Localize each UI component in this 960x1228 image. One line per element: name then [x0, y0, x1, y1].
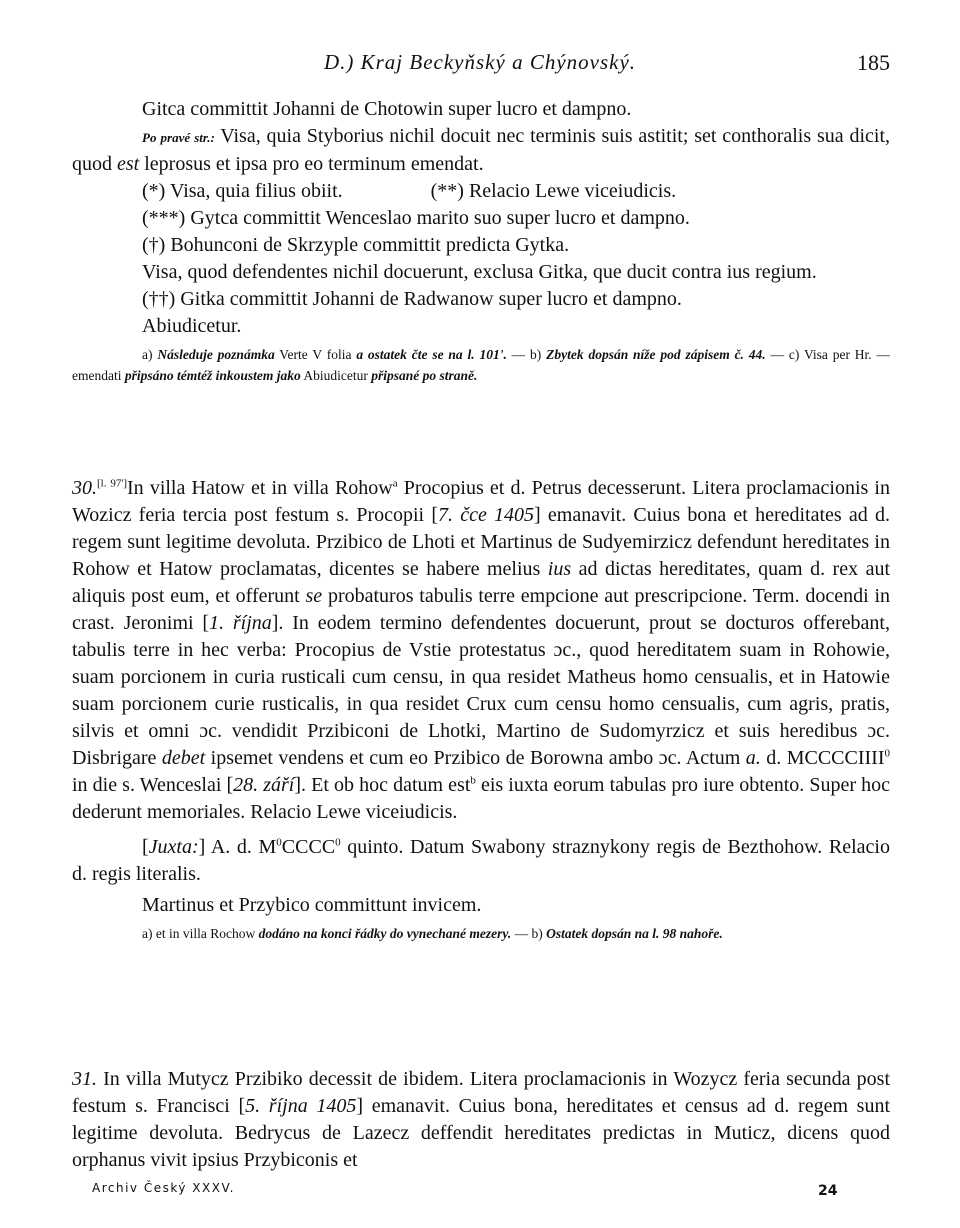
entry29-dagger2: (††) Gitka committit Johanni de Radwanow super lucro et dampno.	[142, 288, 682, 310]
entry30-martinus: Martinus et Przybico committunt invicem.	[142, 894, 482, 916]
entry30-number: 30.	[72, 477, 97, 499]
entry29-star-notes: (*) Visa, quia filius obiit. (**) Relacio Lewe viceiudicis.	[142, 180, 677, 202]
entry30-footnotes: a) et in villa Rochow dodáno na konci řádky do vynechané mezery. — b) Ostatek dopsán na l. 98 nahoře.	[142, 926, 723, 941]
page-number: 185	[857, 50, 890, 75]
sheet-number: 24	[818, 1183, 838, 1199]
entry29-visa: Po pravé str.: Visa, quia Styborius nichil docuit nec terminis suis astitit; set conthoralis sua dicit, quod est leprosus et ipsa pro eo terminum emendat.	[72, 125, 890, 175]
entry29-star3: (***) Gytca committit Wenceslao marito suo super lucro et dampno.	[142, 207, 690, 229]
page-footer	[0, 1181, 960, 1205]
entry30-folio: [l. 97']	[97, 477, 128, 490]
entry29-footnotes: a) Následuje poznámka Verte V folia a ostatek čte se na l. 101'. — b) Zbytek dopsán níže pod zápisem č. 44. — c) Visa per Hr. — emendati připsáno témtéž inkoustem jako Abiudicetur připsané po straně.	[72, 347, 891, 383]
page-header	[0, 50, 960, 80]
entry29-line1: Gitca committit Johanni de Chotowin super lucro et dampno.	[142, 98, 632, 120]
margin-note: Po pravé str.:	[142, 130, 215, 145]
entry-31	[72, 1066, 890, 1174]
printer-signature: Archiv Český XXXV.	[92, 1181, 235, 1195]
entry-30	[72, 475, 890, 944]
entry-29-continuation	[72, 96, 890, 386]
entry31-number: 31.	[72, 1068, 97, 1090]
entry30-juxta: [Juxta:] A. d. $M^0CCCC^0$ quinto. Datum Swabony straznykony regis de Bezthohow. Relacio d. regis literalis.	[72, 836, 890, 885]
entry29-visa2: Visa, quod defendentes nichil docuerunt, exclusa Gitka, que ducit contra ius regium.	[142, 261, 817, 283]
running-head: D.) Kraj Beckyňský a Chýnovský.	[323, 50, 637, 74]
entry29-dagger1: (†) Bohunconi de Skrzyple committit predicta Gytka.	[142, 234, 570, 256]
entry29-abiudicetur: Abiudicetur.	[142, 315, 242, 337]
entry31-text: 31. In villa Mutycz Przibiko decessit de ibidem. Litera proclamacionis in Wozycz feria secunda post festum s. Francisci [5. října 1405] emanavit. Cuius bona, hereditates et census ad d. regem sunt legitime devoluta. Bedrycus de Lazecz deffendit hereditates predictas in Muticz, dicens quod orphanus vivit ipsius Przybiconis et	[72, 1068, 890, 1171]
entry30-text: 30.[l. 97']In villa Hatow et in villa Rohow$^a$ Procopius et d. Petrus decesserunt. Litera proclamacionis in Wozicz feria tercia post festum s. Procopii [7. čce 1405] emanavit. Cuius bona et hereditates ad d. regem sunt legitime devoluta. Przibico de Lhoti et Martinus de Sudyemirzicz defendunt hereditates in Rohow et Hatow proclamatas, dicentes se habere melius ius ad dictas hereditates, quam d. rex aut aliquis post eum, et offerunt se probaturos tabulis terre empcione aut prescripcione. Term. docendi in crast. Jeronimi [1. října]. In eodem termino defendentes docuerunt, prout se docturos offerebant, tabulis terre in hec verba: Procopius de Vstie protestatus ɔc., quod hereditatem suam in Rohowie, suam porcionem in curia rusticali cum censu, in qua residet Matheus homo censualis, et in Hatowie suam porcionem curie rusticalis, in qua residet Crux cum censu homo censualis, cum agris, pratis, silvis et omni ɔc. vendidit Przibiconi de Lhotki, Martino de Sudomyrzicz et suis heredibus ɔc. Disbrigare debet ipsemet vendens et cum eo Przibico de Borowna ambo ɔc. Actum a. d. MCCCCIIII$^0$ in die s. Wenceslai [28. září]. Et ob hoc datum est$^b$ eis iuxta eorum tabulas pro iure obtento. Super hoc dederunt memoriales. Relacio Lewe viceiudicis.	[72, 477, 891, 823]
